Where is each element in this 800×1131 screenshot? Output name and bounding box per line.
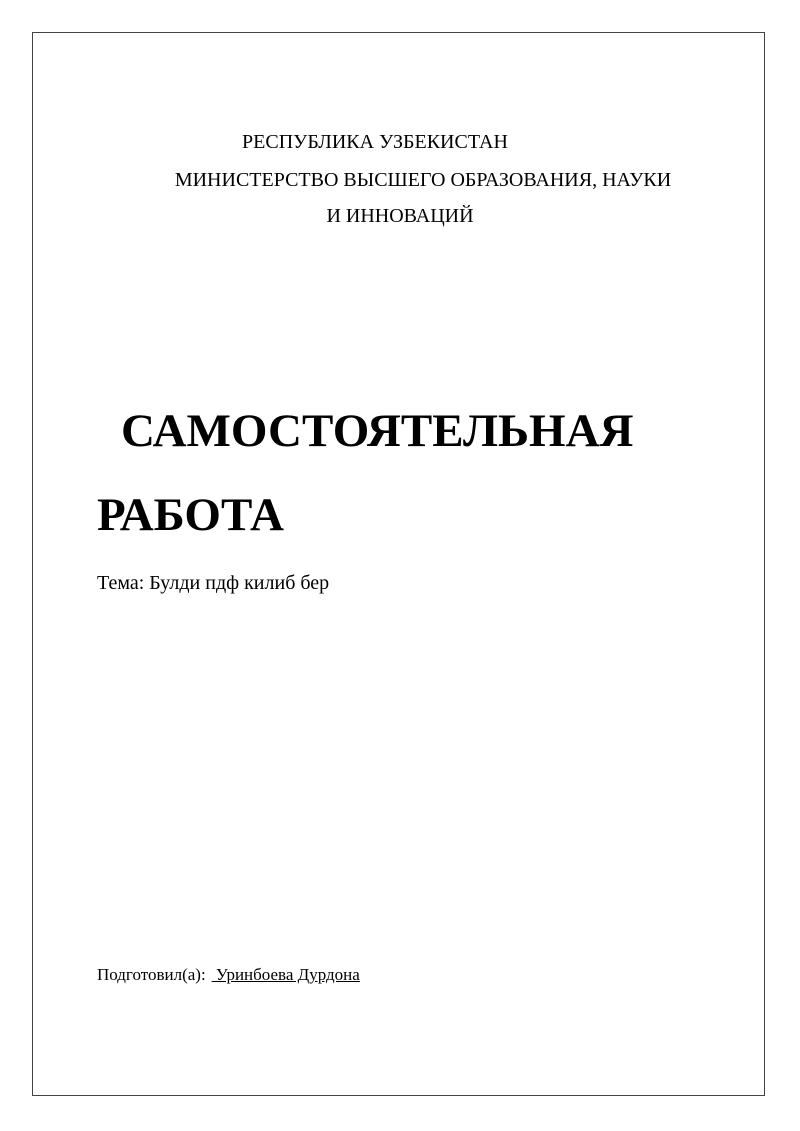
header-ministry: МИНИСТЕРСТВО ВЫСШЕГО ОБРАЗОВАНИЯ, НАУКИ (174, 169, 672, 191)
document-title-line2: РАБОТА (97, 489, 284, 541)
topic-line: Тема: Булди пдф килиб бер (97, 572, 330, 594)
document-title-line1: САМОСТОЯТЕЛЬНАЯ (121, 405, 634, 457)
header-ministry-continued: И ИННОВАЦИЙ (326, 205, 474, 227)
prepared-by (97, 964, 360, 986)
header-country: РЕСПУБЛИКА УЗБЕКИСТАН (242, 131, 508, 153)
author-name: Уринбоева Дурдона (211, 965, 360, 984)
prepared-by-label: Подготовил(а): (97, 965, 206, 984)
